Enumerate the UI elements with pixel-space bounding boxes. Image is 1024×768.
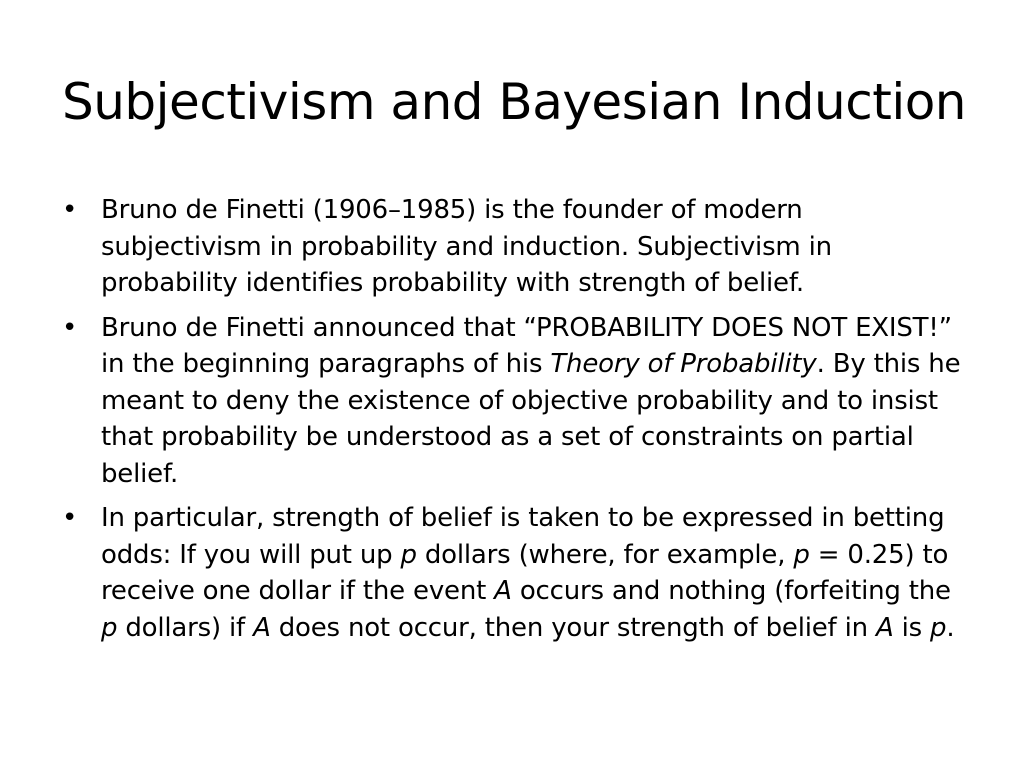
text-run: .: [946, 612, 955, 643]
bullet-marker: •: [62, 312, 78, 343]
text-run: Bruno de Finetti announced that “PROBABILITY DOES NOT EXIST!” in the beginning paragraphs of his: [101, 312, 952, 379]
text-run: = 0.25) to receive one dollar if the event: [101, 539, 949, 606]
bullet-text: [101, 313, 960, 489]
italic-run: A: [494, 576, 512, 606]
bullet-item: [62, 500, 962, 646]
bullet-text: [101, 503, 954, 643]
text-run: dollars (where, for example,: [416, 539, 794, 570]
italic-run: A: [253, 612, 271, 643]
italic-run: p: [793, 539, 810, 570]
text-run: . By this he meant to deny the existence of objective probability and to insist that probability be understood as a set of constraints on partial belief.: [101, 349, 961, 489]
italic-run: A: [875, 612, 894, 643]
bullet-item: [62, 192, 962, 302]
italic-run: p: [101, 612, 118, 643]
italic-run: p: [930, 612, 947, 643]
bullet-item: [62, 310, 962, 493]
text-run: In particular, strength of belief is taken to be expressed in betting odds: If you will put up: [101, 503, 945, 570]
bullet-text: [101, 195, 832, 298]
italic-run: p: [400, 539, 417, 570]
bullet-list: [62, 192, 962, 654]
text-run: dollars) if: [117, 612, 254, 643]
bullet-marker: •: [62, 503, 78, 533]
bullet-marker: •: [62, 195, 78, 225]
italic-run: Theory of Probability: [550, 349, 817, 379]
slide-title: Subjectivism and Bayesian Induction: [62, 73, 966, 131]
text-run: Bruno de Finetti (1906–1985) is the founder of modern subjectivism in probability and induction. Subjectivism in probability identifies probability with strength of belief.: [101, 195, 832, 298]
text-run: does not occur, then your strength of belief in: [270, 612, 876, 643]
text-run: is: [893, 612, 931, 643]
text-run: occurs and nothing (forfeiting the: [511, 576, 951, 606]
